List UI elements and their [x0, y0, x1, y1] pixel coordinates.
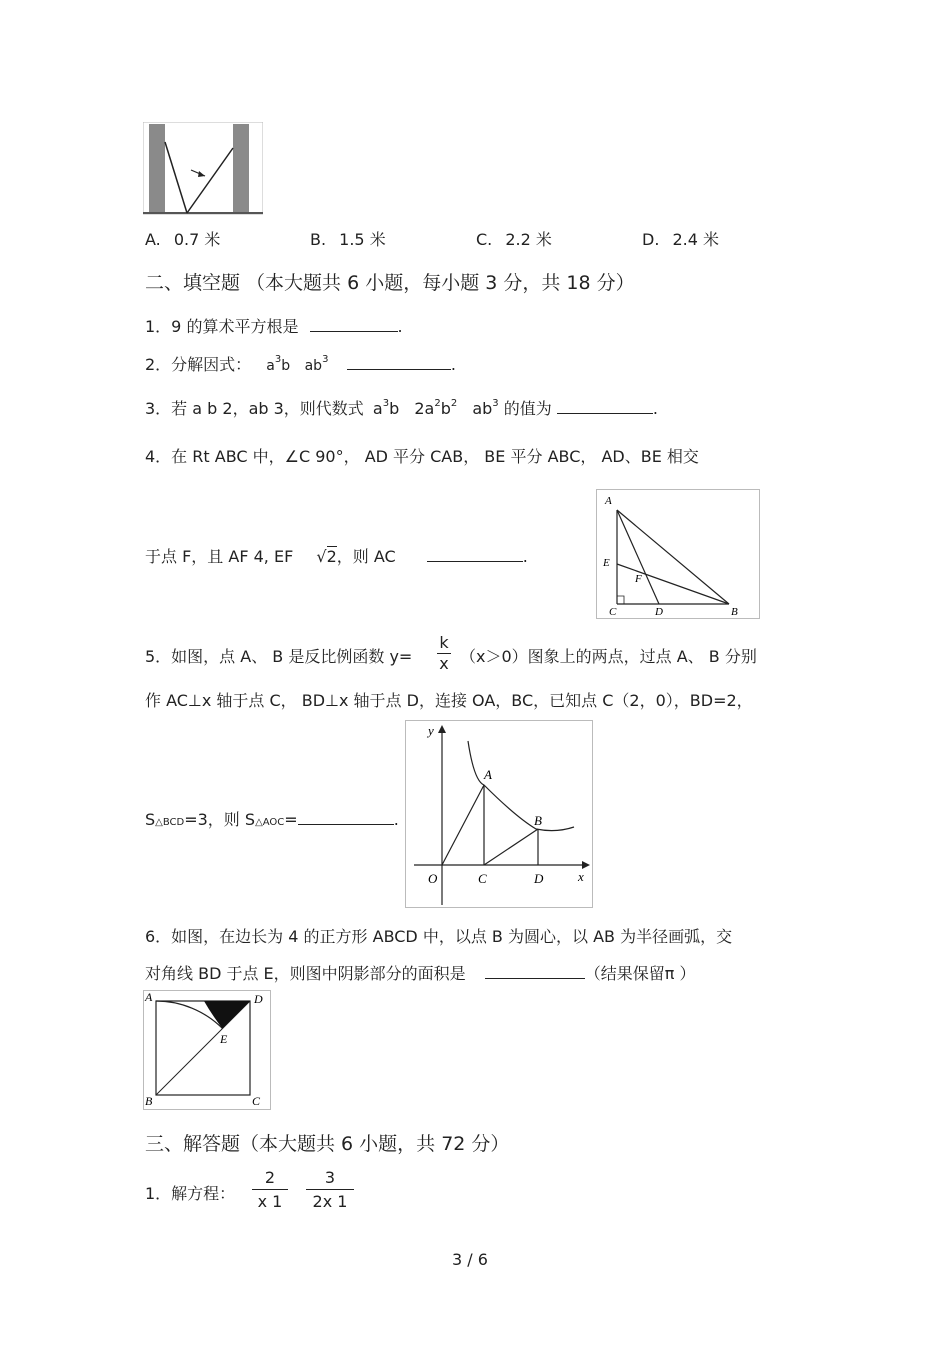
label-B: B [145, 1094, 153, 1108]
label-C: C [609, 606, 617, 618]
label-B: B [534, 813, 542, 828]
option-b [310, 227, 386, 250]
fraction-2 [306, 1167, 354, 1214]
section2-heading: 二、填空题 （本大题共 6 小题，每小题 3 分，共 18 分） [145, 272, 635, 294]
area-symbol: S [145, 810, 156, 829]
label-C: C [478, 871, 487, 886]
s2-q3-expr [373, 399, 504, 418]
option-a-text: 0.7 米 [173, 230, 221, 249]
option-c-text: 2.2 米 [505, 230, 552, 249]
s2-question-5-line2: 作 AC⊥x 轴于点 C， BD⊥x 轴于点 D，连接 OA，BC，已知点 C（2，0），BD=2， [145, 691, 753, 710]
s2-question-4-line1: 4．在 Rt ABC 中，∠C 90°， AD 平分 CAB， BE 平分 ABC， AD、BE 相交 [145, 447, 699, 466]
label-O: O [428, 871, 438, 886]
expr-term: 2a [414, 399, 435, 418]
label-y: y [428, 723, 434, 738]
s2-question-2 [145, 352, 456, 375]
option-b-text: 1.5 米 [339, 230, 386, 249]
square-arc-figure [143, 990, 271, 1110]
option-d [642, 227, 719, 250]
label-A: A [145, 991, 153, 1004]
s2-q5-mid: =3，则 S [184, 810, 256, 829]
s2-question-3 [145, 396, 658, 419]
expr-term: a [266, 358, 275, 374]
fraction-denominator: x [439, 654, 449, 673]
s2-q6-suffix: （结果保留π ） [584, 964, 696, 983]
s2-q4-line2b: ，则 AC [336, 547, 396, 566]
hyperbola-figure [405, 720, 593, 908]
label-x: x [578, 869, 584, 884]
s2-question-1 [145, 314, 403, 337]
s2-q5-eq: = [284, 810, 298, 829]
s2-q3-prefix: 3．若 a b 2，ab 3，则代数式 [145, 399, 364, 418]
option-a [145, 227, 220, 250]
s3-question-1-prefix: 1．解方程： [145, 1184, 236, 1203]
label-F: F [635, 573, 642, 585]
option-d-text: 2.4 米 [672, 230, 720, 249]
sqrt-expr: √2 [316, 547, 337, 566]
s2-question-5-line3 [145, 807, 399, 830]
expr-exponent: 2 [450, 398, 458, 409]
s2-question-6-line2 [145, 961, 696, 984]
s2-q2-expr [266, 354, 333, 374]
label-A: A [605, 495, 612, 507]
fraction-numerator: k [437, 633, 451, 654]
s2-question-6-line1: 6．如图，在边长为 4 的正方形 ABCD 中，以点 B 为圆心，以 AB 为半径画弧，交 [145, 927, 733, 946]
expr-term: a [372, 399, 383, 418]
fraction-numerator: 3 [306, 1167, 354, 1190]
label-E: E [603, 557, 610, 569]
expr-exponent: 3 [492, 398, 499, 409]
s2-q5-suffix: （x＞0）图象上的两点，过点 A、 B 分别 [460, 647, 757, 666]
expr-term: ab [472, 399, 493, 418]
label-A: A [484, 767, 492, 782]
sqrt-radicand: 2 [326, 547, 337, 566]
label-C: C [252, 1094, 261, 1108]
answer-blank [298, 810, 394, 825]
expr-exponent: 2 [434, 398, 441, 409]
s2-q4-line2a: 于点 F，且 AF 4, EF [145, 547, 294, 566]
s2-q1-end: . [397, 317, 403, 336]
s2-q3-end: . [652, 399, 658, 418]
option-d-letter: D. [642, 230, 660, 249]
s2-q6-prefix: 对角线 BD 于点 E，则图中阴影部分的面积是 [145, 964, 466, 983]
expr-term: b [440, 399, 451, 418]
s2-q1-text: 1．9 的算术平方根是 [145, 317, 299, 336]
s2-q4-end: . [522, 547, 528, 566]
fraction-denominator: x 1 [257, 1192, 283, 1211]
expr-exponent: 3 [322, 354, 329, 365]
s2-question-4-line2 [145, 544, 528, 567]
option-c [476, 227, 552, 250]
s2-q2-prefix: 2．分解因式： [145, 355, 252, 374]
fraction-denominator: 2x 1 [312, 1192, 348, 1211]
label-E: E [220, 1032, 228, 1046]
page-number: 3 / 6 [452, 1250, 488, 1269]
s2-q2-end: . [450, 355, 456, 374]
expr-term: b [389, 399, 400, 418]
label-D: D [534, 871, 544, 886]
answer-blank [485, 964, 585, 979]
triangle-figure [596, 489, 760, 619]
expr-term: ab [304, 358, 323, 374]
area-subscript: △BCD [155, 817, 185, 828]
fraction-1 [252, 1167, 288, 1214]
fraction-k-over-x [437, 633, 451, 674]
answer-blank [427, 547, 523, 562]
s2-q5-end: . [393, 810, 399, 829]
expr-term: b [281, 358, 291, 374]
option-b-letter: B. [310, 230, 327, 249]
label-B: B [731, 606, 738, 618]
s2-q3-mid: 的值为 [503, 399, 552, 418]
expr-exponent: 3 [382, 398, 390, 409]
section3-heading: 三、解答题（本大题共 6 小题，共 72 分） [145, 1133, 510, 1155]
option-c-letter: C. [476, 230, 493, 249]
s2-question-5-line1 [145, 644, 412, 667]
label-D: D [655, 606, 663, 618]
fraction-numerator: 2 [252, 1167, 288, 1190]
ladder-figure [143, 122, 263, 214]
answer-blank [347, 355, 451, 370]
expr-exponent: 3 [274, 354, 282, 365]
answer-blank [310, 317, 398, 332]
answer-blank [557, 399, 653, 414]
label-D: D [254, 992, 263, 1006]
area-subscript: △AOC [255, 817, 285, 828]
s2-q5-prefix: 5．如图，点 A、 B 是反比例函数 y= [145, 647, 413, 666]
option-a-letter: A. [145, 230, 161, 249]
